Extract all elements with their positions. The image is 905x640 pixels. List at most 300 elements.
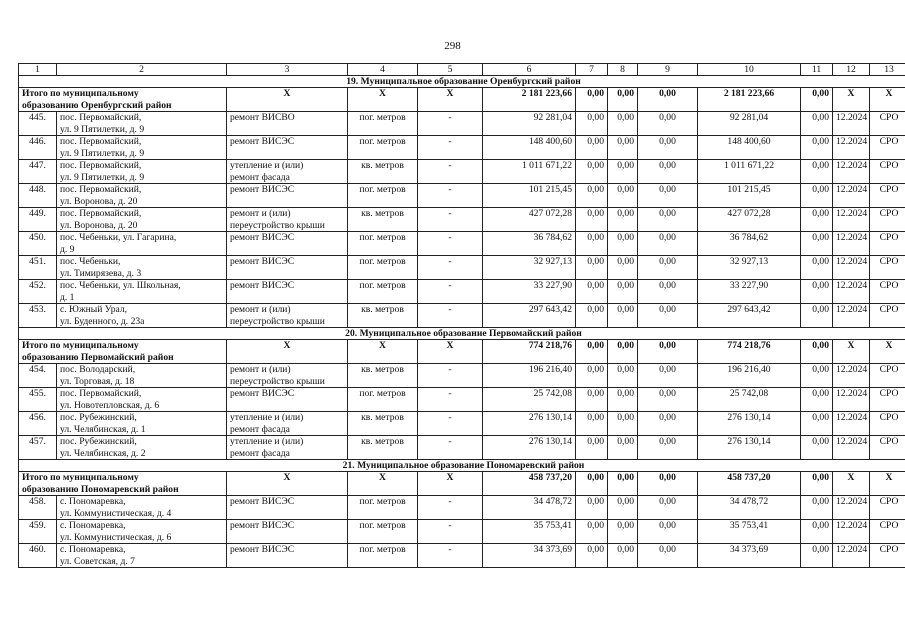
unit-cell: пог. метров [348, 544, 418, 568]
total-cell-c5: X [418, 88, 483, 112]
cell-line: ремонт ВИСЭС [230, 388, 295, 399]
cell-line: пос. Первомайский, [60, 160, 142, 171]
cell-line: ул. Советская, д. 7 [60, 555, 135, 567]
cost-fund-cell: 25 742,08 [698, 388, 801, 412]
cell-line: утепление и (или) [230, 160, 304, 171]
row-number: 452. [19, 280, 57, 304]
value-cell-7: 0,00 [576, 304, 608, 328]
value-cell-9: 0,00 [638, 256, 698, 280]
column-number-cell: 8 [608, 64, 638, 76]
total-cell-c13: X [870, 88, 905, 112]
method-cell: СРО [870, 208, 905, 232]
deadline-cell: 12.2024 [833, 112, 870, 136]
total-cell-c3: X [227, 340, 348, 364]
value-cell-8: 0,00 [608, 520, 638, 544]
value-cell-7: 0,00 [576, 544, 608, 568]
cell-line: ул. Коммунистическая, д. 6 [60, 531, 172, 543]
cell-line: ул. Торговая, д. 18 [60, 375, 135, 387]
value-cell-8: 0,00 [608, 412, 638, 436]
deadline-cell: 12.2024 [833, 520, 870, 544]
value-cell-11: 0,00 [801, 520, 833, 544]
cell-line: ул. 9 Пятилетки, д. 9 [60, 147, 145, 159]
section-title-row [19, 76, 905, 88]
table-row [19, 184, 905, 208]
column-number-cell: 6 [483, 64, 576, 76]
table-row [19, 496, 905, 520]
cell-line: ремонт ВИСЭС [230, 544, 295, 555]
address-cell [57, 520, 227, 544]
cell-line: пос. Володарский, [60, 364, 136, 375]
deadline-cell: 12.2024 [833, 280, 870, 304]
value-cell-8: 0,00 [608, 208, 638, 232]
method-cell: СРО [870, 304, 905, 328]
volume-cell: - [418, 364, 483, 388]
cost-fund-cell: 148 400,60 [698, 136, 801, 160]
total-cell-c11: 0,00 [801, 340, 833, 364]
total-cell-c7: 0,00 [576, 88, 608, 112]
cell-line: Итого по муниципальному [22, 340, 139, 351]
cell-line: ремонт ВИСЭС [230, 280, 295, 291]
method-cell: СРО [870, 160, 905, 184]
cell-line: ремонт ВИСЭС [230, 256, 295, 267]
work-type-cell [227, 364, 348, 388]
cell-line: пос. Чебеньки, ул. Школьная, [60, 280, 181, 291]
total-cell-c6: 2 181 223,66 [483, 88, 576, 112]
column-number-cell: 1 [19, 64, 57, 76]
cost-total-cell: 34 478,72 [483, 496, 576, 520]
cell-line: утепление и (или) [230, 436, 304, 447]
value-cell-9: 0,00 [638, 544, 698, 568]
cell-line: ремонт фасада [230, 423, 290, 435]
total-cell-c6: 458 737,20 [483, 472, 576, 496]
cost-fund-cell: 427 072,28 [698, 208, 801, 232]
cell-line: ул. Коммунистическая, д. 4 [60, 507, 172, 519]
section-total-row [19, 340, 905, 364]
cost-total-cell: 1 011 671,22 [483, 160, 576, 184]
row-number: 448. [19, 184, 57, 208]
value-cell-8: 0,00 [608, 544, 638, 568]
cost-total-cell: 276 130,14 [483, 436, 576, 460]
row-number: 449. [19, 208, 57, 232]
volume-cell: - [418, 496, 483, 520]
volume-cell: - [418, 436, 483, 460]
cell-line: с. Южный Урал, [60, 304, 128, 315]
value-cell-9: 0,00 [638, 412, 698, 436]
row-number: 446. [19, 136, 57, 160]
cost-fund-cell: 34 373,69 [698, 544, 801, 568]
address-cell [57, 160, 227, 184]
column-number-cell: 2 [57, 64, 227, 76]
cost-total-cell: 32 927,13 [483, 256, 576, 280]
cost-fund-cell: 92 281,04 [698, 112, 801, 136]
work-type-cell [227, 304, 348, 328]
table-row [19, 280, 905, 304]
value-cell-8: 0,00 [608, 184, 638, 208]
unit-cell: кв. метров [348, 412, 418, 436]
cell-line: с. Пономаревка, [60, 496, 126, 507]
total-cell-c8: 0,00 [608, 340, 638, 364]
cell-line: образованию Первомайский район [22, 351, 174, 363]
total-cell-c9: 0,00 [638, 88, 698, 112]
address-cell [57, 412, 227, 436]
cost-fund-cell: 101 215,45 [698, 184, 801, 208]
cell-line: пос. Первомайский, [60, 208, 142, 219]
cost-fund-cell: 35 753,41 [698, 520, 801, 544]
row-number: 459. [19, 520, 57, 544]
cost-fund-cell: 276 130,14 [698, 436, 801, 460]
value-cell-7: 0,00 [576, 364, 608, 388]
cell-line: ул. Воронова, д. 20 [60, 219, 138, 231]
table-row [19, 436, 905, 460]
cost-fund-cell: 33 227,90 [698, 280, 801, 304]
total-cell-c13: X [870, 340, 905, 364]
deadline-cell: 12.2024 [833, 184, 870, 208]
total-cell-c3: X [227, 88, 348, 112]
value-cell-7: 0,00 [576, 208, 608, 232]
method-cell: СРО [870, 280, 905, 304]
work-type-cell [227, 160, 348, 184]
total-cell-c10: 774 218,76 [698, 340, 801, 364]
row-number: 454. [19, 364, 57, 388]
value-cell-11: 0,00 [801, 412, 833, 436]
value-cell-8: 0,00 [608, 364, 638, 388]
column-number-cell: 9 [638, 64, 698, 76]
value-cell-8: 0,00 [608, 160, 638, 184]
row-number: 451. [19, 256, 57, 280]
total-cell-c4: X [348, 472, 418, 496]
cost-fund-cell: 1 011 671,22 [698, 160, 801, 184]
page-number: 298 [444, 40, 461, 52]
cost-total-cell: 196 216,40 [483, 364, 576, 388]
value-cell-7: 0,00 [576, 136, 608, 160]
deadline-cell: 12.2024 [833, 232, 870, 256]
cell-line: ремонт и (или) [230, 208, 291, 219]
method-cell: СРО [870, 412, 905, 436]
deadline-cell: 12.2024 [833, 544, 870, 568]
address-cell [57, 232, 227, 256]
volume-cell: - [418, 520, 483, 544]
cost-total-cell: 33 227,90 [483, 280, 576, 304]
column-number-cell: 7 [576, 64, 608, 76]
value-cell-11: 0,00 [801, 184, 833, 208]
unit-cell: пог. метров [348, 520, 418, 544]
unit-cell: кв. метров [348, 304, 418, 328]
cell-line: ремонт и (или) [230, 304, 291, 315]
work-type-cell [227, 544, 348, 568]
value-cell-8: 0,00 [608, 136, 638, 160]
cell-line: пос. Первомайский, [60, 388, 142, 399]
value-cell-9: 0,00 [638, 364, 698, 388]
cell-line: образованию Пономаревский район [22, 483, 179, 495]
value-cell-7: 0,00 [576, 184, 608, 208]
table-row [19, 388, 905, 412]
cost-total-cell: 427 072,28 [483, 208, 576, 232]
cell-line: ремонт ВИСЭС [230, 496, 295, 507]
column-number-row [19, 64, 905, 76]
address-cell [57, 496, 227, 520]
total-cell-c4: X [348, 340, 418, 364]
table-body [19, 64, 905, 568]
work-type-cell [227, 412, 348, 436]
total-cell-c8: 0,00 [608, 88, 638, 112]
work-type-cell [227, 208, 348, 232]
value-cell-9: 0,00 [638, 112, 698, 136]
value-cell-9: 0,00 [638, 184, 698, 208]
cell-line: ремонт фасада [230, 447, 290, 459]
work-type-cell [227, 436, 348, 460]
cost-fund-cell: 32 927,13 [698, 256, 801, 280]
cell-line: Итого по муниципальному [22, 472, 139, 483]
cell-line: Итого по муниципальному [22, 88, 139, 99]
work-type-cell [227, 184, 348, 208]
cost-total-cell: 34 373,69 [483, 544, 576, 568]
deadline-cell: 12.2024 [833, 304, 870, 328]
value-cell-8: 0,00 [608, 112, 638, 136]
cost-fund-cell: 34 478,72 [698, 496, 801, 520]
row-number: 455. [19, 388, 57, 412]
value-cell-7: 0,00 [576, 412, 608, 436]
value-cell-9: 0,00 [638, 388, 698, 412]
value-cell-7: 0,00 [576, 436, 608, 460]
cell-line: ремонт ВИСЭС [230, 520, 295, 531]
unit-cell: пог. метров [348, 112, 418, 136]
cell-line: ремонт фасада [230, 171, 290, 183]
volume-cell: - [418, 208, 483, 232]
column-number-cell: 11 [801, 64, 833, 76]
cell-line: ремонт ВИСЭС [230, 232, 295, 243]
volume-cell: - [418, 280, 483, 304]
cell-line: ул. Челябинская, д. 1 [60, 423, 146, 435]
deadline-cell: 12.2024 [833, 436, 870, 460]
value-cell-8: 0,00 [608, 304, 638, 328]
row-number: 447. [19, 160, 57, 184]
value-cell-8: 0,00 [608, 388, 638, 412]
value-cell-9: 0,00 [638, 208, 698, 232]
column-number-cell: 10 [698, 64, 801, 76]
cost-total-cell: 36 784,62 [483, 232, 576, 256]
row-number: 450. [19, 232, 57, 256]
value-cell-9: 0,00 [638, 496, 698, 520]
value-cell-11: 0,00 [801, 544, 833, 568]
value-cell-11: 0,00 [801, 112, 833, 136]
method-cell: СРО [870, 496, 905, 520]
work-type-cell [227, 388, 348, 412]
total-label [19, 472, 227, 496]
address-cell [57, 184, 227, 208]
table-row [19, 364, 905, 388]
cell-line: ул. Буденного, д. 23а [60, 315, 145, 327]
value-cell-7: 0,00 [576, 232, 608, 256]
cell-line: ремонт и (или) [230, 364, 291, 375]
column-number-cell: 13 [870, 64, 905, 76]
value-cell-9: 0,00 [638, 160, 698, 184]
address-cell [57, 436, 227, 460]
cell-line: ул. Челябинская, д. 2 [60, 447, 146, 459]
cell-line: пос. Чебеньки, ул. Гагарина, [60, 232, 177, 243]
cost-fund-cell: 297 643,42 [698, 304, 801, 328]
work-type-cell [227, 256, 348, 280]
cell-line: с. Пономаревка, [60, 520, 126, 531]
total-cell-c10: 458 737,20 [698, 472, 801, 496]
table-row [19, 520, 905, 544]
cost-total-cell: 148 400,60 [483, 136, 576, 160]
unit-cell: пог. метров [348, 184, 418, 208]
deadline-cell: 12.2024 [833, 412, 870, 436]
total-cell-c8: 0,00 [608, 472, 638, 496]
deadline-cell: 12.2024 [833, 208, 870, 232]
address-cell [57, 112, 227, 136]
method-cell: СРО [870, 364, 905, 388]
total-cell-c10: 2 181 223,66 [698, 88, 801, 112]
table-row [19, 256, 905, 280]
unit-cell: пог. метров [348, 388, 418, 412]
unit-cell: пог. метров [348, 232, 418, 256]
value-cell-7: 0,00 [576, 388, 608, 412]
value-cell-11: 0,00 [801, 256, 833, 280]
row-number: 456. [19, 412, 57, 436]
cell-line: д. 9 [60, 243, 75, 255]
row-number: 445. [19, 112, 57, 136]
work-type-cell [227, 280, 348, 304]
value-cell-9: 0,00 [638, 136, 698, 160]
cost-fund-cell: 196 216,40 [698, 364, 801, 388]
work-type-cell [227, 496, 348, 520]
cell-line: пос. Первомайский, [60, 112, 142, 123]
cell-line: пос. Первомайский, [60, 136, 142, 147]
work-type-cell [227, 232, 348, 256]
column-number-cell: 5 [418, 64, 483, 76]
total-label [19, 88, 227, 112]
volume-cell: - [418, 544, 483, 568]
cell-line: переустройство крыши [230, 315, 325, 327]
total-cell-c9: 0,00 [638, 472, 698, 496]
table-row [19, 136, 905, 160]
cost-total-cell: 25 742,08 [483, 388, 576, 412]
total-cell-c12: X [833, 88, 870, 112]
method-cell: СРО [870, 112, 905, 136]
value-cell-7: 0,00 [576, 496, 608, 520]
cost-total-cell: 92 281,04 [483, 112, 576, 136]
method-cell: СРО [870, 436, 905, 460]
cost-total-cell: 297 643,42 [483, 304, 576, 328]
deadline-cell: 12.2024 [833, 388, 870, 412]
table-row [19, 544, 905, 568]
cell-line: пос. Первомайский, [60, 184, 142, 195]
cell-line: ремонт ВИСЭС [230, 184, 295, 195]
address-cell [57, 304, 227, 328]
cell-line: ремонт ВИСЭС [230, 136, 295, 147]
value-cell-11: 0,00 [801, 136, 833, 160]
row-number: 460. [19, 544, 57, 568]
deadline-cell: 12.2024 [833, 160, 870, 184]
unit-cell: кв. метров [348, 364, 418, 388]
method-cell: СРО [870, 136, 905, 160]
cell-line: образованию Оренбургский район [22, 99, 172, 111]
value-cell-8: 0,00 [608, 256, 638, 280]
deadline-cell: 12.2024 [833, 496, 870, 520]
unit-cell: пог. метров [348, 280, 418, 304]
value-cell-8: 0,00 [608, 280, 638, 304]
volume-cell: - [418, 412, 483, 436]
work-type-cell [227, 136, 348, 160]
value-cell-11: 0,00 [801, 304, 833, 328]
address-cell [57, 136, 227, 160]
total-cell-c7: 0,00 [576, 340, 608, 364]
cell-line: пос. Рубежинский, [60, 436, 137, 447]
section-total-row [19, 472, 905, 496]
method-cell: СРО [870, 232, 905, 256]
row-number: 453. [19, 304, 57, 328]
value-cell-11: 0,00 [801, 496, 833, 520]
volume-cell: - [418, 256, 483, 280]
volume-cell: - [418, 304, 483, 328]
repair-program-table [18, 63, 905, 568]
cell-line: утепление и (или) [230, 412, 304, 423]
value-cell-11: 0,00 [801, 364, 833, 388]
total-cell-c12: X [833, 472, 870, 496]
method-cell: СРО [870, 256, 905, 280]
cell-line: д. 1 [60, 291, 75, 303]
unit-cell: пог. метров [348, 136, 418, 160]
value-cell-9: 0,00 [638, 520, 698, 544]
unit-cell: пог. метров [348, 496, 418, 520]
value-cell-8: 0,00 [608, 436, 638, 460]
total-cell-c3: X [227, 472, 348, 496]
value-cell-11: 0,00 [801, 232, 833, 256]
deadline-cell: 12.2024 [833, 364, 870, 388]
cell-line: ул. Новотепловская, д. 6 [60, 399, 160, 411]
value-cell-7: 0,00 [576, 280, 608, 304]
value-cell-11: 0,00 [801, 208, 833, 232]
section-title: 19. Муниципальное образование Оренбургский район [19, 76, 905, 88]
method-cell: СРО [870, 388, 905, 412]
unit-cell: кв. метров [348, 436, 418, 460]
column-number-cell: 12 [833, 64, 870, 76]
volume-cell: - [418, 160, 483, 184]
volume-cell: - [418, 388, 483, 412]
volume-cell: - [418, 232, 483, 256]
cell-line: ул. 9 Пятилетки, д. 9 [60, 171, 145, 183]
cell-line: с. Пономаревка, [60, 544, 126, 555]
value-cell-9: 0,00 [638, 304, 698, 328]
table-row [19, 232, 905, 256]
value-cell-7: 0,00 [576, 160, 608, 184]
address-cell [57, 256, 227, 280]
table-row [19, 112, 905, 136]
table-row [19, 208, 905, 232]
method-cell: СРО [870, 520, 905, 544]
cell-line: ул. Тимирязева, д. 3 [60, 267, 142, 279]
value-cell-9: 0,00 [638, 232, 698, 256]
total-cell-c11: 0,00 [801, 472, 833, 496]
column-number-cell: 3 [227, 64, 348, 76]
value-cell-11: 0,00 [801, 160, 833, 184]
total-cell-c13: X [870, 472, 905, 496]
cost-fund-cell: 276 130,14 [698, 412, 801, 436]
unit-cell: пог. метров [348, 256, 418, 280]
cell-line: переустройство крыши [230, 375, 325, 387]
section-title: 21. Муниципальное образование Пономаревский район [19, 460, 905, 472]
cell-line: пос. Чебеньки, [60, 256, 121, 267]
method-cell: СРО [870, 184, 905, 208]
cost-total-cell: 35 753,41 [483, 520, 576, 544]
section-title-row [19, 460, 905, 472]
total-cell-c7: 0,00 [576, 472, 608, 496]
section-title-row [19, 328, 905, 340]
total-cell-c12: X [833, 340, 870, 364]
section-title: 20. Муниципальное образование Первомайский район [19, 328, 905, 340]
value-cell-11: 0,00 [801, 388, 833, 412]
